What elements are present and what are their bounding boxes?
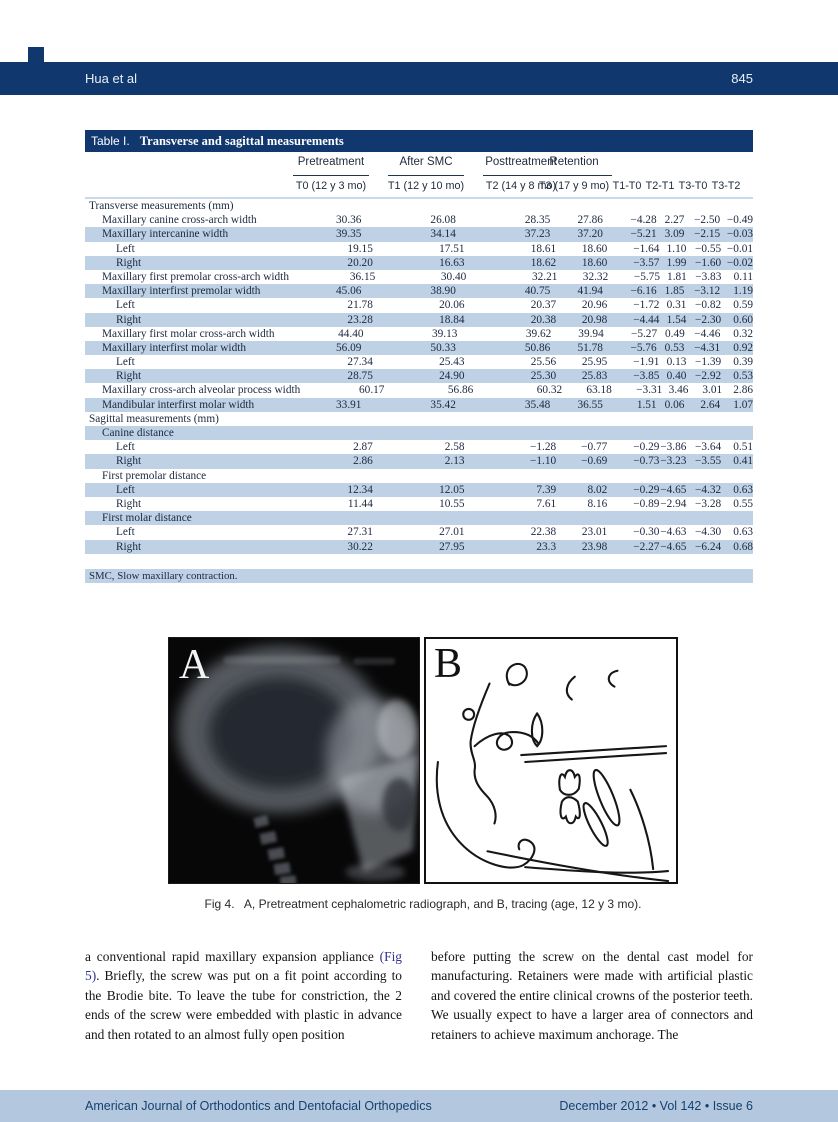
cell-value: 35.42 [430,398,456,411]
cell-value: 56.09 [336,341,362,354]
cell-value: −4.28 [630,214,657,227]
col-header-label: T0 (12 y 3 mo) [295,180,367,192]
cell-value: 38.90 [430,285,456,298]
cell-value: 12.34 [347,483,373,496]
col-header-label: T1-T0 [612,180,642,192]
cell-value: 27.95 [439,540,465,553]
cell-value [349,199,444,213]
col-group-rule [536,175,612,176]
cell-value: −5.76 [630,341,657,354]
cell-value: −2.94 [660,497,687,510]
cell-value: −3.28 [695,497,722,510]
figure-caption-prefix: Fig 4. [204,897,235,911]
row-label: Right [116,256,142,269]
cell-value: −0.82 [695,299,722,312]
cell-value: 36.15 [349,270,376,283]
cell-value: 20.98 [581,313,608,326]
cell-value [361,511,455,525]
table-row [85,369,753,383]
table-row [85,327,753,341]
row-label: Right [116,497,142,510]
page-footer-band [0,1090,838,1122]
cell-value: 25.83 [581,370,608,383]
body-text-left [85,947,402,1044]
cell-value: −5.21 [630,228,657,241]
cell-value: 0.41 [733,455,753,468]
cell-value: 45.06 [336,285,362,298]
row-label: Canine distance [102,427,174,439]
col-header-label: T3 (17 y 9 mo) [538,180,610,192]
cell-value: 3.01 [702,384,723,397]
cell-value: 33.91 [336,398,362,411]
cell-value: 56.86 [447,384,474,397]
col-header-label: T2-T1 [645,180,675,192]
cell-value: 23.3 [536,540,557,553]
table-row [85,313,753,327]
cell-value: 0.53 [664,341,685,354]
page-number: 845 [731,71,753,86]
table-row [85,383,753,397]
row-label: Maxillary intercanine width [102,228,229,241]
cell-value: 0.49 [664,327,685,340]
body-text: . Briefly, the screw was put on a fit point according to the Brodie bite. To leave the tube for constriction, the 2 ends of the screw were embedded with plastic in advance and then rotated to an almost fully open position [85,968,402,1042]
row-label: Left [116,483,135,496]
table-row [85,469,753,483]
cell-value [272,469,361,483]
cell-value [550,426,603,440]
cell-value: 0.13 [666,356,687,369]
cell-value: −3.23 [660,455,687,468]
cell-value: 37.20 [577,228,603,241]
cell-value: 27.01 [439,526,465,539]
figure-panel-b [424,637,678,884]
cell-value: −1.39 [695,356,722,369]
cell-value: −1.10 [530,455,557,468]
cell-value: −1.64 [633,242,660,255]
figure-panel-a [168,637,420,884]
cell-value: 17.51 [439,242,465,255]
cell-value: −6.24 [695,540,722,553]
cell-value [646,199,674,213]
table-row [85,270,753,284]
body-text: a conventional rapid maxillary expansion appliance [85,949,380,964]
cell-value: 30.22 [347,540,373,553]
cell-value [657,426,685,440]
row-label: Mandibular interfirst molar width [102,398,255,411]
tracing-image [426,639,676,882]
cell-value: 39.13 [432,327,458,340]
cell-value: 18.62 [530,256,557,269]
row-label: Maxillary first molar cross-arch width [102,327,275,340]
table-row [85,199,753,213]
table-header [85,152,753,199]
body-text-right: before putting the screw on the dental cast model for manufacturing. Retainers were made with artificial plastic and covered the entire clinical crowns of the posterior teeth. We usually expect to have a larger area of connectors and retainers to achieve maximum anchorage. The [431,949,753,1042]
cell-value: −1.28 [530,441,557,454]
cell-value: 1.81 [667,270,687,283]
cell-value [361,469,455,483]
cell-value: 32.32 [582,270,609,283]
cell-value: 0.92 [733,341,753,354]
panel-label-b: B [434,641,463,687]
cell-value: −0.30 [633,526,660,539]
cell-value: −4.65 [660,483,687,496]
cell-value [259,199,349,213]
cell-value [539,412,592,426]
table-row [85,355,753,369]
measurement-table [85,130,753,583]
cell-value: 39.35 [336,228,362,241]
table-row [85,511,753,525]
cell-value: 20.37 [530,299,557,312]
cell-value: −0.73 [633,455,660,468]
table-row [85,242,753,256]
cell-value: 25.30 [530,370,557,383]
cell-value: 0.63 [733,526,753,539]
cell-value: 27.34 [347,356,373,369]
cell-value: −5.75 [633,270,660,283]
cell-value: 21.78 [347,299,373,312]
col-header-label: T3-T2 [711,180,741,192]
table-title-bar [85,130,753,152]
table-row [85,298,753,312]
cell-value: 25.56 [530,356,557,369]
cell-value: 30.40 [440,270,467,283]
cell-value [603,469,657,483]
cell-value: 44.40 [338,327,364,340]
fig5-link[interactable]: (Fig 5) [85,949,402,984]
cell-value [710,412,743,426]
cell-value: 0.39 [733,356,753,369]
cell-value: 1.99 [666,256,687,269]
cell-value: 28.75 [347,370,373,383]
table-row [85,497,753,511]
table-row [85,440,753,454]
cell-value: −3.31 [636,384,663,397]
cell-value: 60.32 [536,384,563,397]
cell-value: 25.43 [439,356,465,369]
cell-value: −4.63 [660,526,687,539]
cell-value: 25.95 [581,356,608,369]
cell-value: 0.31 [666,299,687,312]
cell-value: 18.60 [581,256,608,269]
cell-value: −0.55 [695,242,722,255]
col-header-label: T2 (14 y 8 mo) [485,180,557,192]
figure-caption-text: A, Pretreatment cephalometric radiograph, and B, tracing (age, 12 y 3 mo). [243,897,642,911]
cell-value: −3.83 [695,270,722,283]
cell-value: 2.86 [353,455,373,468]
cell-value: 0.59 [733,299,753,312]
cell-value: 1.51 [636,398,657,411]
cell-value: 22.38 [530,526,557,539]
table-row [85,227,753,241]
cell-value: 24.90 [439,370,465,383]
cell-value [592,412,646,426]
cell-value: 18.61 [530,242,557,255]
measurement-table-body [85,199,753,554]
page-header-band [0,62,838,95]
row-label: Left [116,299,135,312]
cell-value: 0.40 [666,370,687,383]
row-label: Maxillary cross-arch alveolar process width [102,384,301,397]
cell-value: −2.27 [633,540,660,553]
cell-value: −2.92 [695,370,722,383]
cell-value: 19.15 [347,242,373,255]
author-name: Hua et al [85,71,138,86]
cell-value: −0.89 [633,497,660,510]
cell-value: −0.29 [633,483,660,496]
cell-value: 2.58 [444,441,465,454]
table-row [85,213,753,227]
cell-value: −1.91 [633,356,660,369]
cell-value [539,199,592,213]
cell-value: −2.50 [694,214,721,227]
cell-value: 3.46 [668,384,689,397]
cell-value [444,199,539,213]
table-row [85,540,753,554]
cell-value: −6.16 [630,285,657,298]
cell-value: −4.30 [695,526,722,539]
cell-value: −4.44 [633,313,660,326]
cell-value: 2.86 [733,384,753,397]
row-label: Left [116,242,135,255]
cell-value [684,426,720,440]
table-row [85,341,753,355]
cell-value [710,199,743,213]
cell-value: 1.85 [664,285,685,298]
cell-value [259,412,349,426]
cell-value: 8.02 [587,483,608,496]
col-header-label: T3-T0 [678,180,708,192]
figure-caption [168,897,678,911]
cell-value [272,511,361,525]
cell-value [684,511,720,525]
cell-value: 11.44 [347,497,373,510]
cell-value [674,199,710,213]
cell-value: 51.78 [577,341,603,354]
cell-value [646,412,674,426]
table-row [85,284,753,298]
cell-value: −0.03 [726,228,753,241]
cell-value [550,511,603,525]
cell-value: 10.55 [439,497,465,510]
cell-value [720,426,753,440]
col-group-rule [388,175,464,176]
cell-value: −0.77 [581,441,608,454]
cell-value: −1.72 [633,299,660,312]
cell-value: −3.64 [695,441,722,454]
cell-value [684,469,720,483]
cell-value [720,469,753,483]
cell-value: 27.31 [347,526,373,539]
cell-value: 40.75 [524,285,551,298]
table-row [85,454,753,468]
cell-value: 2.64 [700,398,721,411]
row-label: Right [116,313,142,326]
col-group-label: Posttreatment [485,156,557,168]
cell-value: 30.36 [336,214,362,227]
cell-value: 0.63 [733,483,753,496]
cell-value: −4.31 [694,341,721,354]
table-row [85,426,753,440]
table-row [85,412,753,426]
row-label: Maxillary interfirst molar width [102,341,247,354]
row-label: First molar distance [102,512,192,525]
cell-value: −0.29 [633,441,660,454]
cell-value: 23.01 [581,526,608,539]
cell-value: 0.11 [733,270,753,283]
cell-value: 32.21 [531,270,558,283]
cell-value: −2.15 [694,228,721,241]
row-label: Maxillary canine cross-arch width [102,214,257,227]
cell-value [603,426,657,440]
cell-value: 1.07 [733,398,753,411]
cell-value: −5.27 [630,327,658,340]
cell-value: 39.62 [525,327,552,340]
row-label: Left [116,441,135,454]
cell-value: −0.69 [581,455,608,468]
col-group-rule [293,175,369,176]
row-label: Right [116,540,142,553]
table-row [85,483,753,497]
cell-value: −4.65 [660,540,687,553]
col-header-label: T1 (12 y 10 mo) [387,180,465,192]
row-label: Right [116,455,142,468]
cell-value: 16.63 [439,256,465,269]
cell-value: −1.60 [695,256,722,269]
cell-value: 37.23 [524,228,551,241]
cell-value: −3.55 [695,455,722,468]
corner-marker [28,47,44,62]
row-label: Maxillary interfirst premolar width [102,285,261,298]
panel-label-a: A [179,642,210,688]
cell-value: 12.05 [439,483,465,496]
cell-value: −0.02 [726,256,753,269]
table-title: Transverse and sagittal measurements [139,134,344,148]
cell-value [657,469,685,483]
cell-value: 18.84 [439,313,465,326]
header-divider [85,197,753,199]
cell-value: 39.94 [578,327,604,340]
cell-value: −3.86 [660,441,687,454]
cell-value [550,469,603,483]
cell-value: −3.85 [633,370,660,383]
col-group-label: After SMC [399,156,453,168]
table-row [85,398,753,412]
cell-value: 1.19 [733,285,753,298]
cell-value: 27.86 [577,214,603,227]
cell-value: 35.48 [524,398,551,411]
cell-value: 7.39 [536,483,557,496]
table-footnote: SMC, Slow maxillary contraction. [85,569,753,583]
cell-value: −3.57 [633,256,660,269]
cell-value [456,426,550,440]
cell-value: 0.32 [733,327,753,340]
cell-value: 41.94 [577,285,603,298]
cell-value: 50.33 [430,341,456,354]
cell-value: 20.06 [439,299,465,312]
cell-value: 2.13 [444,455,465,468]
table-row [85,256,753,270]
cell-value: 0.55 [733,497,753,510]
cell-value: 34.14 [430,228,456,241]
row-label: Sagittal measurements (mm) [89,412,219,425]
cell-value: 0.68 [733,540,753,553]
cell-value: 0.53 [733,370,753,383]
col-group-label: Retention [549,156,599,168]
cell-value: 2.87 [353,441,373,454]
cell-value: 0.51 [733,441,753,454]
journal-name: American Journal of Orthodontics and Dentofacial Orthopedics [85,1099,432,1113]
cell-value: 23.98 [581,540,608,553]
cell-value: 0.60 [733,313,753,326]
cell-value: −4.32 [695,483,722,496]
row-label: Right [116,370,142,383]
table-title-prefix: Table I. [91,134,130,148]
cell-value: 20.96 [581,299,608,312]
cell-value: −4.46 [694,327,721,340]
row-label: Left [116,526,135,539]
cell-value: 18.60 [581,242,608,255]
cell-value: 20.38 [530,313,557,326]
cell-value: 0.06 [664,398,685,411]
cell-value [272,426,361,440]
row-label: Maxillary first premolar cross-arch width [102,270,289,283]
cell-value: 28.35 [524,214,551,227]
cell-value [720,511,753,525]
cell-value [349,412,444,426]
cell-value: −3.12 [694,285,721,298]
cell-value: 20.20 [347,256,373,269]
cell-value: 23.28 [347,313,373,326]
cell-value [361,426,455,440]
cell-value: 8.16 [587,497,608,510]
table-row [85,525,753,539]
cell-value: 63.18 [586,384,612,397]
cell-value: 60.17 [359,384,385,397]
cell-value [456,511,550,525]
row-label: Left [116,356,135,369]
cell-value: −0.01 [726,242,753,255]
cell-value: 26.08 [430,214,456,227]
cell-value: 2.27 [664,214,685,227]
row-label: First premolar distance [102,469,207,482]
cell-value: 36.55 [577,398,603,411]
cell-value: 3.09 [664,228,685,241]
cell-value: 1.54 [666,313,687,326]
cell-value: 1.10 [666,242,687,255]
cell-value [603,511,657,525]
cell-value: −0.49 [726,214,753,227]
cell-value [657,511,685,525]
cell-value: −2.30 [695,313,722,326]
issue-info: December 2012 • Vol 142 • Issue 6 [559,1099,753,1113]
row-label: Transverse measurements (mm) [89,200,234,212]
cell-value [592,199,646,213]
cell-value [444,412,539,426]
col-group-label: Pretreatment [297,156,365,168]
cell-value [674,412,710,426]
cell-value: 50.86 [524,341,551,354]
cell-value [456,469,550,483]
cell-value: 7.61 [536,497,557,510]
